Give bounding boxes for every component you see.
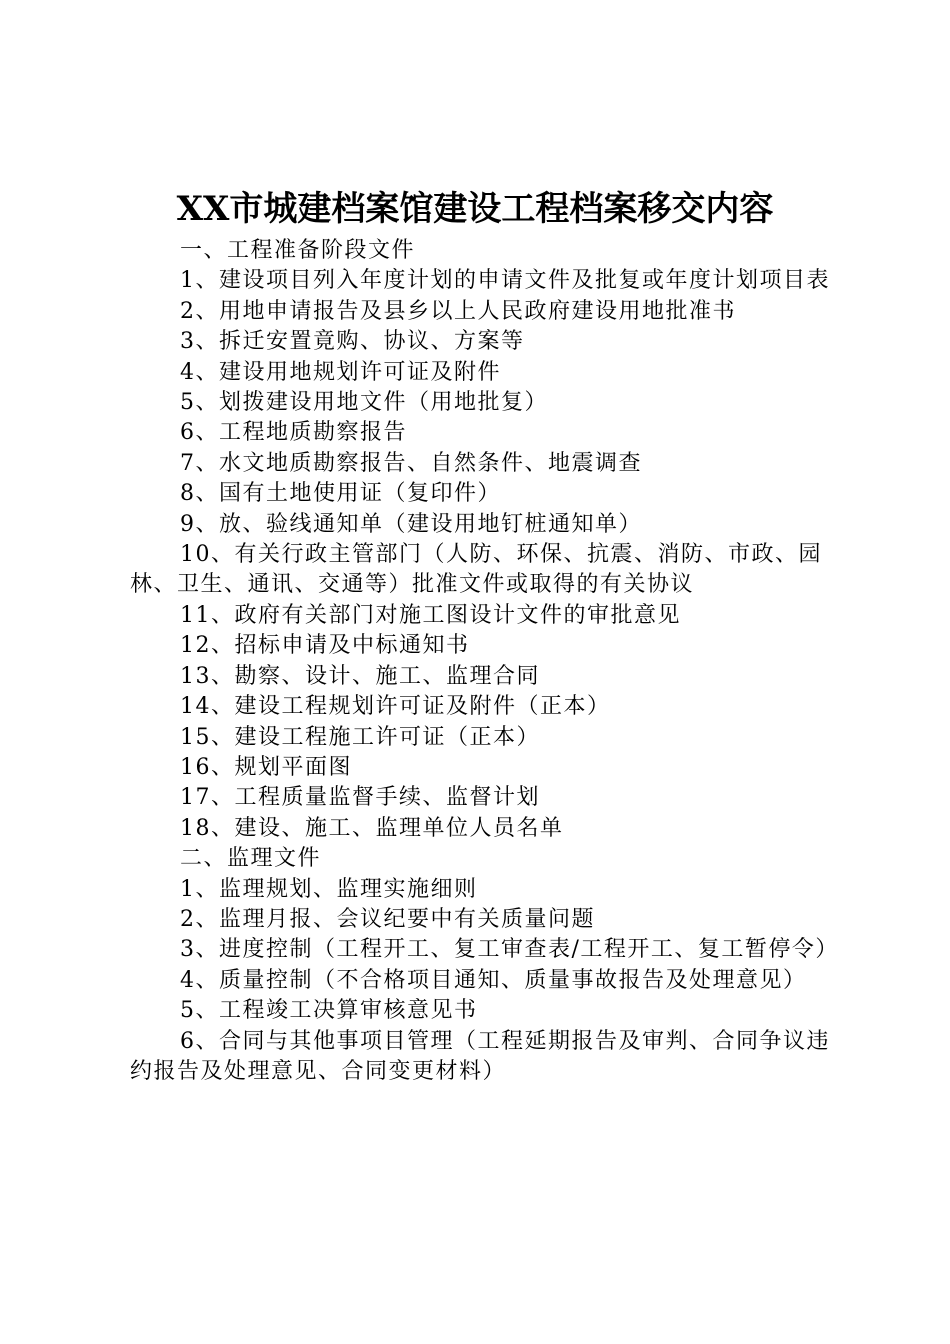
list-item: 11、政府有关部门对施工图设计文件的审批意见 xyxy=(180,602,681,628)
list-item: 2、监理月报、会议纪要中有关质量问题 xyxy=(180,906,595,932)
list-item: 3、拆迁安置竟购、协议、方案等 xyxy=(180,329,525,355)
section-heading: 二、监理文件 xyxy=(180,846,322,872)
list-item: 6、合同与其他事项目管理（工程延期报告及审判、合同争议违约报告及处理意见、合同变更材料） xyxy=(130,1028,830,1084)
section-heading: 一、工程准备阶段文件 xyxy=(180,238,416,263)
list-item: 5、划拨建设用地文件（用地批复） xyxy=(180,390,548,416)
list-item: 18、建设、施工、监理单位人员名单 xyxy=(180,815,564,841)
list-item: 4、质量控制（不合格项目通知、质量事故报告及处理意见） xyxy=(180,967,807,993)
list-item: 17、工程质量监督手续、监督计划 xyxy=(180,785,540,811)
list-item: 16、规划平面图 xyxy=(180,754,352,780)
list-item: 14、建设工程规划许可证及附件（正本） xyxy=(180,694,611,720)
list-item: 9、放、验线通知单（建设用地钉桩通知单） xyxy=(180,511,642,537)
list-item: 12、招标申请及中标通知书 xyxy=(180,633,470,659)
list-item: 7、水文地质勘察报告、自然条件、地震调查 xyxy=(180,450,642,476)
list-item: 6、工程地质勘察报告 xyxy=(180,420,407,446)
list-item: 1、建设项目列入年度计划的申请文件及批复或年度计划项目表 xyxy=(180,268,830,294)
document-body xyxy=(130,236,850,1087)
list-item: 8、国有土地使用证（复印件） xyxy=(180,481,501,507)
list-item: 1、监理规划、监理实施细则 xyxy=(180,876,478,902)
list-item: 5、工程竣工决算审核意见书 xyxy=(180,998,478,1024)
document-title: XX市城建档案馆建设工程档案移交内容 xyxy=(176,189,774,229)
list-item: 15、建设工程施工许可证（正本） xyxy=(180,724,540,750)
list-item: 13、勘察、设计、施工、监理合同 xyxy=(180,663,540,689)
list-item: 4、建设用地规划许可证及附件 xyxy=(180,359,501,385)
list-item: 10、有关行政主管部门（人防、环保、抗震、消防、市政、园林、卫生、通讯、交通等）批准文件或取得的有关协议 xyxy=(130,542,822,598)
list-item: 3、进度控制（工程开工、复工审查表/工程开工、复工暂停令） xyxy=(180,937,839,963)
list-item: 2、用地申请报告及县乡以上人民政府建设用地批准书 xyxy=(180,298,736,324)
